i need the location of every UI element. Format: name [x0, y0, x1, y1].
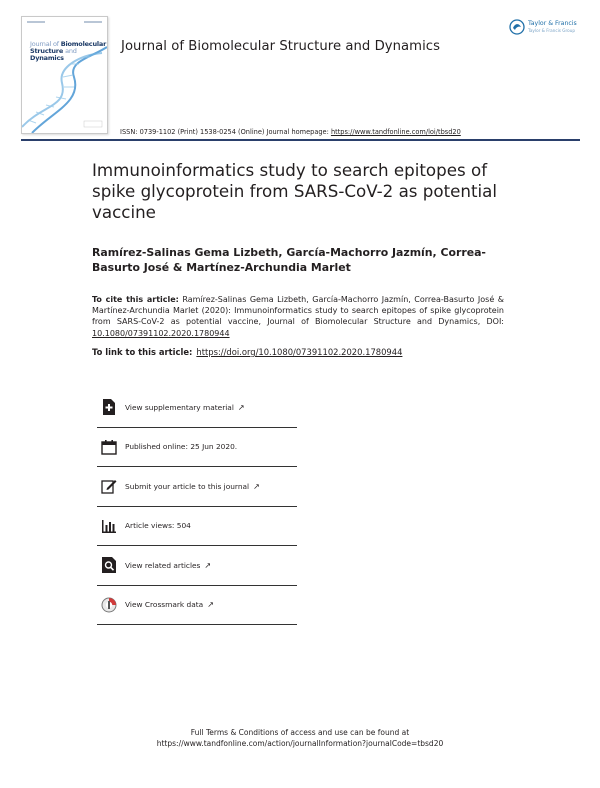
citation-label: To cite this article:: [92, 295, 179, 304]
bar-chart-icon: [101, 518, 117, 534]
cover-dna-artwork: [22, 17, 107, 133]
issn-line: [120, 128, 461, 136]
submit-article-link[interactable]: [97, 467, 297, 507]
plus-document-icon: [101, 399, 117, 415]
publisher-logo-name: Taylor & Francis: [528, 19, 577, 27]
action-label: View Crossmark data ↗: [125, 600, 214, 610]
citation-doi-link[interactable]: 10.1080/07391102.2020.1780944: [92, 328, 230, 338]
citation-block: [92, 294, 504, 339]
issn-text: ISSN: 0739-1102 (Print) 1538-0254 (Online) Journal homepage:: [120, 128, 331, 136]
external-link-icon: ↗: [253, 481, 260, 491]
external-link-icon: ↗: [207, 600, 214, 610]
action-label: Article views: 504: [125, 521, 191, 531]
publisher-logo-icon: [509, 19, 525, 35]
journal-cover-thumbnail: [21, 16, 108, 134]
external-link-icon: ↗: [204, 560, 212, 570]
citation-text: Ramírez-Salinas Gema Lizbeth, García-Machorro Jazmín, Correa-Basurto José & Martínez-Archundia Marlet (2020): Immunoinformatics study to search epitopes of spike glycoprotein from SARS-CoV-2 as potential vaccine, Journal of Biomolecular Structure and Dynamics, DOI:: [92, 295, 504, 327]
publisher-logo[interactable]: [509, 17, 587, 36]
view-supplementary-material-link[interactable]: [97, 388, 297, 428]
crossmark-icon: [101, 597, 117, 613]
view-crossmark-data-link[interactable]: [97, 586, 297, 626]
article-views-info: [97, 507, 297, 547]
action-label: View supplementary material ↗: [125, 402, 245, 412]
header-divider: [21, 139, 580, 141]
journal-homepage-link[interactable]: https://www.tandfonline.com/loi/tbsd20: [330, 128, 461, 136]
action-label: Published online: 25 Jun 2020.: [125, 442, 238, 452]
article-actions-list: [97, 388, 297, 625]
external-link-icon: ↗: [237, 402, 245, 412]
article-doi-url-link[interactable]: https://doi.org/10.1080/07391102.2020.1780944: [196, 347, 403, 357]
terms-footer-line1: Full Terms & Conditions of access and use can be found at: [190, 728, 410, 737]
journal-title: Journal of Biomolecular Structure and Dynamics: [121, 39, 441, 54]
view-related-articles-link[interactable]: [97, 546, 297, 586]
article-authors: Ramírez-Salinas Gema Lizbeth, García-Machorro Jazmín, Correa-Basurto José & Martínez-Archundia Marlet: [92, 246, 486, 274]
cover-title: Journal of Biomolecular Structure and Dynamics: [30, 40, 107, 62]
pencil-edit-icon: [101, 478, 117, 494]
action-label: View related articles ↗: [125, 560, 212, 570]
action-label: Submit your article to this journal ↗: [125, 481, 260, 491]
calendar-icon: [101, 439, 117, 455]
article-link-label: To link to this article:: [92, 347, 193, 357]
publisher-logo-group: Taylor & Francis Group: [528, 27, 576, 33]
article-link-line: [92, 347, 402, 357]
published-online-info: [97, 428, 297, 468]
terms-footer: [0, 727, 600, 749]
article-title: Immunoinformatics study to search epitopes of spike glycoprotein from SARS-CoV-2 as potential vaccine: [92, 160, 498, 222]
magnifier-icon: [101, 557, 117, 573]
terms-footer-link[interactable]: https://www.tandfonline.com/action/journalInformation?journalCode=tbsd20: [156, 739, 444, 748]
